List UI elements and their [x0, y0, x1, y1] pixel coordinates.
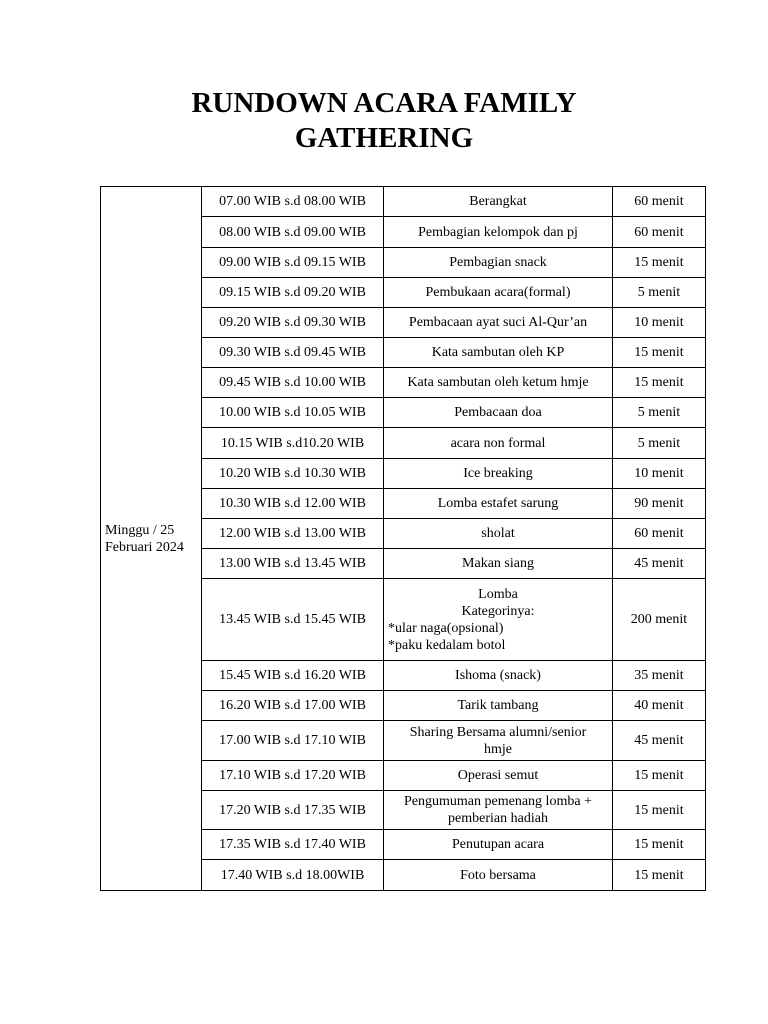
activity-line: hmje: [484, 741, 512, 757]
activity-cell: Berangkat: [384, 187, 613, 217]
duration-cell: 60 menit: [613, 519, 706, 549]
duration-cell: 200 menit: [613, 579, 706, 661]
day-cell: [101, 187, 202, 891]
activity-cell: Foto bersama: [384, 860, 613, 891]
activity-cell: Pembagian kelompok dan pj: [384, 217, 613, 248]
activity-line: Lomba: [478, 586, 518, 602]
activity-cell: Operasi semut: [384, 761, 613, 791]
activity-cell: Pembacaan doa: [384, 398, 613, 428]
duration-cell: 10 menit: [613, 308, 706, 338]
duration-cell: 15 menit: [613, 860, 706, 891]
duration-cell: 5 menit: [613, 428, 706, 459]
title-line-1: RUNDOWN ACARA FAMILY: [191, 87, 577, 119]
day-text: Minggu / 25: [105, 522, 175, 538]
time-cell: 17.10 WIB s.d 17.20 WIB: [202, 761, 384, 791]
time-cell: 09.45 WIB s.d 10.00 WIB: [202, 368, 384, 398]
time-cell: 10.30 WIB s.d 12.00 WIB: [202, 489, 384, 519]
duration-cell: 35 menit: [613, 661, 706, 691]
duration-cell: 5 menit: [613, 278, 706, 308]
activity-line: pemberian hadiah: [448, 811, 548, 826]
time-cell: 09.15 WIB s.d 09.20 WIB: [202, 278, 384, 308]
time-cell: 09.00 WIB s.d 09.15 WIB: [202, 248, 384, 278]
activity-cell: acara non formal: [384, 428, 613, 459]
activity-cell: Lomba estafet sarung: [384, 489, 613, 519]
title-line-2: GATHERING: [294, 122, 474, 154]
time-cell: 10.20 WIB s.d 10.30 WIB: [202, 459, 384, 489]
activity-cell: [384, 579, 613, 661]
activity-cell: Kata sambutan oleh ketum hmje: [384, 368, 613, 398]
time-cell: 12.00 WIB s.d 13.00 WIB: [202, 519, 384, 549]
duration-cell: 45 menit: [613, 721, 706, 761]
duration-cell: 5 menit: [613, 398, 706, 428]
activity-cell: Ice breaking: [384, 459, 613, 489]
time-cell: 13.00 WIB s.d 13.45 WIB: [202, 549, 384, 579]
table-row: [101, 187, 706, 217]
duration-cell: 15 menit: [613, 248, 706, 278]
day-text: Februari 2024: [105, 539, 184, 555]
activity-cell: Makan siang: [384, 549, 613, 579]
duration-cell: 10 menit: [613, 459, 706, 489]
page-title: [0, 86, 768, 156]
time-cell: 07.00 WIB s.d 08.00 WIB: [202, 187, 384, 217]
duration-cell: 60 menit: [613, 187, 706, 217]
activity-cell: [384, 791, 613, 830]
activity-cell: Pembagian snack: [384, 248, 613, 278]
time-cell: 17.20 WIB s.d 17.35 WIB: [202, 791, 384, 830]
activity-line: *paku kedalam botol: [388, 637, 506, 653]
time-cell: 10.00 WIB s.d 10.05 WIB: [202, 398, 384, 428]
time-cell: 16.20 WIB s.d 17.00 WIB: [202, 691, 384, 721]
activity-cell: Tarik tambang: [384, 691, 613, 721]
activity-cell: Pembacaan ayat suci Al-Qur’an: [384, 308, 613, 338]
activity-line: Kategorinya:: [461, 603, 535, 619]
duration-cell: 15 menit: [613, 338, 706, 368]
activity-cell: Ishoma (snack): [384, 661, 613, 691]
duration-cell: 15 menit: [613, 830, 706, 860]
duration-cell: 15 menit: [613, 791, 706, 830]
time-cell: 15.45 WIB s.d 16.20 WIB: [202, 661, 384, 691]
time-cell: 13.45 WIB s.d 15.45 WIB: [202, 579, 384, 661]
duration-cell: 15 menit: [613, 761, 706, 791]
time-cell: 17.35 WIB s.d 17.40 WIB: [202, 830, 384, 860]
activity-line: *ular naga(opsional): [388, 620, 504, 636]
time-cell: 09.20 WIB s.d 09.30 WIB: [202, 308, 384, 338]
duration-cell: 15 menit: [613, 368, 706, 398]
activity-cell: Pembukaan acara(formal): [384, 278, 613, 308]
time-cell: 17.40 WIB s.d 18.00WIB: [202, 860, 384, 891]
duration-cell: 40 menit: [613, 691, 706, 721]
activity-cell: [384, 721, 613, 761]
activity-cell: sholat: [384, 519, 613, 549]
rundown-table-body: [101, 187, 706, 891]
duration-cell: 90 menit: [613, 489, 706, 519]
duration-cell: 60 menit: [613, 217, 706, 248]
activity-line: Sharing Bersama alumni/senior: [409, 724, 587, 740]
time-cell: 08.00 WIB s.d 09.00 WIB: [202, 217, 384, 248]
activity-cell: Kata sambutan oleh KP: [384, 338, 613, 368]
activity-line: Pengumuman pemenang lomba +: [404, 794, 592, 809]
rundown-table: [100, 186, 706, 891]
time-cell: 17.00 WIB s.d 17.10 WIB: [202, 721, 384, 761]
time-cell: 10.15 WIB s.d10.20 WIB: [202, 428, 384, 459]
activity-cell: Penutupan acara: [384, 830, 613, 860]
duration-cell: 45 menit: [613, 549, 706, 579]
time-cell: 09.30 WIB s.d 09.45 WIB: [202, 338, 384, 368]
